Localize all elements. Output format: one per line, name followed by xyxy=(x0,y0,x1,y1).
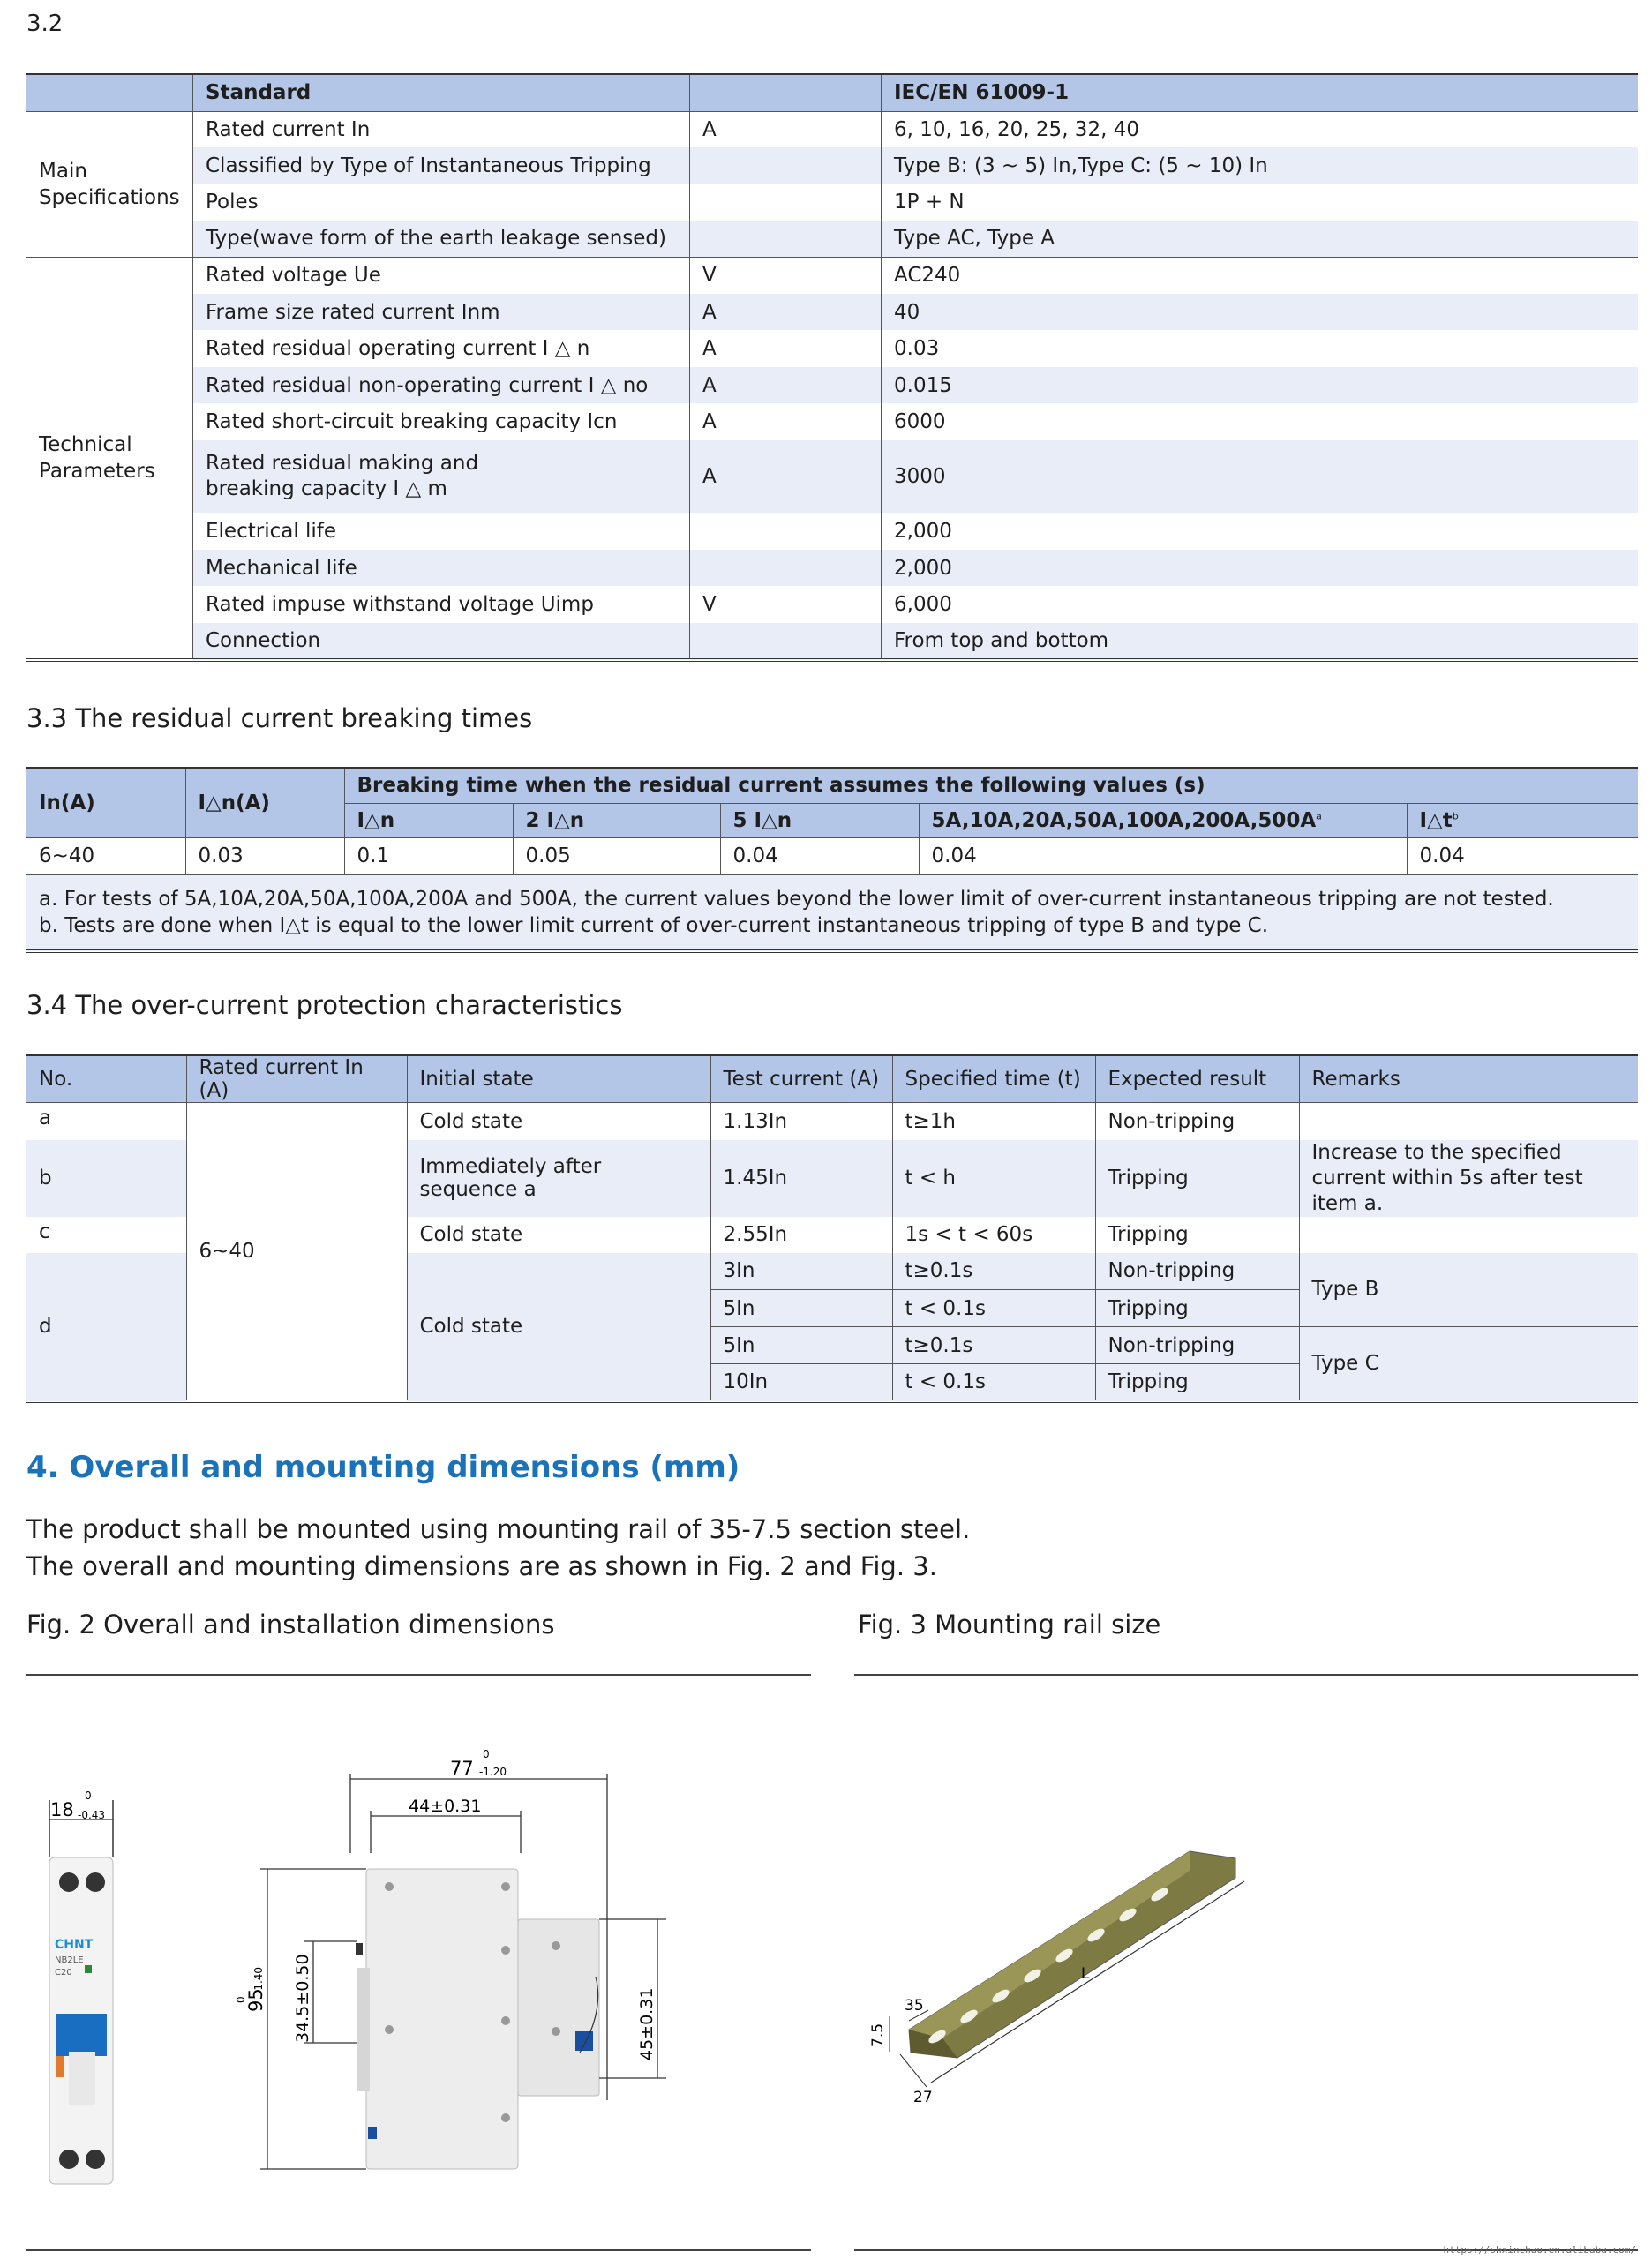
spec-param: Rated impuse withstand voltage Uimp xyxy=(193,586,690,623)
spec-unit: A xyxy=(690,294,882,330)
fig3-top-rule xyxy=(854,1674,1638,1676)
col-header: Rated current In (A) xyxy=(186,1055,407,1103)
table-cell: 6~40 xyxy=(39,844,95,867)
dim-l: L xyxy=(1081,1965,1090,1983)
test-current: 1.13In xyxy=(710,1103,892,1140)
test-current: 10In xyxy=(710,1364,892,1401)
din-rail-drawing xyxy=(865,1835,1253,2127)
dim-95-tol-dn: -1.40 xyxy=(252,1966,265,1994)
section-3-2-heading: 3.2 xyxy=(26,11,64,37)
dim-18-tol-up: 0 xyxy=(85,1790,92,1802)
spec-value: 6000 xyxy=(882,403,1639,440)
brand-logo: CHNT xyxy=(55,1938,94,1952)
spec-value: 2,000 xyxy=(882,513,1639,550)
table-cell: 0.04 xyxy=(919,837,1407,874)
fig2-caption: Fig. 2 Overall and installation dimensions xyxy=(26,1610,555,1640)
col-header: Test current (A) xyxy=(710,1055,892,1103)
specified-time: t≥0.1s xyxy=(892,1327,1095,1364)
group-technical-parameters: Technical Parameters xyxy=(26,257,193,660)
breaking-group-header: Breaking time when the residual current assumes the following values (s) xyxy=(344,768,1638,803)
remarks: Increase to the specified current within 5s after test item a. xyxy=(1299,1140,1638,1217)
col-idn: I△n(A) xyxy=(185,768,344,837)
table-cell: 0.05 xyxy=(513,837,720,874)
sub-header: $I\triangle t^b$ xyxy=(1407,803,1638,837)
sub-header: $5A,10A,20A,50A,100A,200A,500A^a$ xyxy=(919,803,1407,837)
note-a: a. For tests of 5A,10A,20A,50A,100A,200A and 500A, the current values beyond the lower limit of over-current instantaneous tripping are not tested. xyxy=(39,887,1554,911)
spec-param: Rated residual non-operating current I △ no xyxy=(193,367,690,403)
expected-result: Tripping xyxy=(1095,1290,1299,1327)
spec-param: Mechanical life xyxy=(193,550,690,586)
footer-url: https://shxinchao.en.alibaba.com/ xyxy=(1443,2244,1636,2255)
col-header: Expected result xyxy=(1095,1055,1299,1103)
spec-unit xyxy=(690,513,882,550)
remarks xyxy=(1299,1103,1638,1140)
expected-result: Tripping xyxy=(1095,1364,1299,1401)
test-current: 5In xyxy=(710,1327,892,1364)
col-header: Initial state xyxy=(407,1055,710,1103)
dim-77-tol-dn: -1.20 xyxy=(479,1766,507,1778)
spec-unit: A xyxy=(690,403,882,440)
fig2-top-rule xyxy=(26,1674,811,1676)
sub-header: 5 I△n xyxy=(720,803,919,837)
spec-value: Type B: (3 ~ 5) In,Type C: (5 ~ 10) In xyxy=(882,147,1639,184)
spec-value: 6, 10, 16, 20, 25, 32, 40 xyxy=(882,111,1639,147)
specified-time: t < h xyxy=(892,1140,1095,1217)
spec-value: 3000 xyxy=(882,440,1639,513)
dim-35: 35 xyxy=(905,1997,924,2015)
model-label: NB2LE xyxy=(55,1955,84,1965)
table-cell: 0.04 xyxy=(720,837,919,874)
expected-result: Non-tripping xyxy=(1095,1327,1299,1364)
breaker-front-view xyxy=(26,1782,124,2188)
col-in: In(A) xyxy=(39,791,95,814)
dim-27: 27 xyxy=(913,2089,933,2106)
dim-34-5: 34.5±0.50 xyxy=(293,1954,312,2043)
remarks-type-c: Type C xyxy=(1299,1327,1638,1401)
dim-7-5: 7.5 xyxy=(869,2023,887,2047)
spec-header-label: Standard xyxy=(193,74,690,111)
spec-value: 0.03 xyxy=(882,330,1639,367)
fig3-caption: Fig. 3 Mounting rail size xyxy=(858,1610,1161,1640)
col-header: Specified time (t) xyxy=(892,1055,1095,1103)
spec-header-value: IEC/EN 61009-1 xyxy=(882,74,1639,111)
test-current: 3In xyxy=(710,1253,892,1290)
dim-95-tol-up: 0 xyxy=(235,1996,247,2003)
breaking-times-table xyxy=(26,767,1638,953)
table-cell: 0.04 xyxy=(1407,837,1638,874)
test-current: 5In xyxy=(710,1290,892,1327)
row-no: a xyxy=(39,1107,52,1130)
spec-value: 0.015 xyxy=(882,367,1639,403)
spec-value: 1P + N xyxy=(882,184,1639,221)
specified-time: t≥1h xyxy=(892,1103,1095,1140)
sub-header: I△n xyxy=(344,803,513,837)
rated-current-cell: 6~40 xyxy=(186,1103,407,1401)
spec-param: Type(wave form of the earth leakage sensed) xyxy=(193,221,690,257)
expected-result: Tripping xyxy=(1095,1217,1299,1253)
specified-time: t < 0.1s xyxy=(892,1290,1095,1327)
spec-value: From top and bottom xyxy=(882,623,1639,660)
expected-result: Tripping xyxy=(1095,1140,1299,1217)
test-current: 1.45In xyxy=(710,1140,892,1217)
dim-45: 45±0.31 xyxy=(637,1987,657,2060)
paragraph-line-1: The product shall be mounted using mounting rail of 35-7.5 section steel. xyxy=(26,1514,971,1544)
toggle-handle xyxy=(56,2014,107,2056)
spec-param: Rated short-circuit breaking capacity Icn xyxy=(193,403,690,440)
section-3-3-heading: 3.3 The residual current breaking times xyxy=(26,703,533,733)
remarks xyxy=(1299,1217,1638,1253)
dim-18: 18 xyxy=(50,1799,74,1820)
initial-state: Immediately after sequence a xyxy=(407,1140,710,1217)
note-b: b. Tests are done when I△t is equal to the lower limit current of over-current instantaneous tripping of type B and type C. xyxy=(39,913,1269,937)
spec-value: 6,000 xyxy=(882,586,1639,623)
spec-unit: A xyxy=(690,111,882,147)
spec-unit xyxy=(690,623,882,660)
test-button xyxy=(575,2031,593,2051)
specified-time: 1s < t < 60s xyxy=(892,1217,1095,1253)
spec-param: Rated voltage Ue xyxy=(193,257,690,294)
spec-unit: A xyxy=(690,330,882,367)
spec-param: Rated residual operating current I △ n xyxy=(193,330,690,367)
spec-unit xyxy=(690,184,882,221)
overcurrent-table xyxy=(26,1054,1638,1403)
spec-value: Type AC, Type A xyxy=(882,221,1639,257)
spec-param: Rated current In xyxy=(193,111,690,147)
specified-time: t < 0.1s xyxy=(892,1364,1095,1401)
spec-unit xyxy=(690,221,882,257)
col-header: Remarks xyxy=(1299,1055,1638,1103)
expected-result: Non-tripping xyxy=(1095,1103,1299,1140)
spec-value: AC240 xyxy=(882,257,1639,294)
spec-unit: V xyxy=(690,586,882,623)
remarks-type-b: Type B xyxy=(1299,1253,1638,1327)
spec-value: 40 xyxy=(882,294,1639,330)
dim-18-tol-dn: -0.43 xyxy=(78,1809,106,1821)
dim-77: 77 xyxy=(450,1758,474,1779)
initial-state: Cold state xyxy=(407,1253,710,1401)
spec-value: 2,000 xyxy=(882,550,1639,586)
spec-param: Classified by Type of Instantaneous Tripping xyxy=(193,147,690,184)
table-cell: 0.1 xyxy=(344,837,513,874)
spec-param: Connection xyxy=(193,623,690,660)
dim-44: 44±0.31 xyxy=(409,1797,482,1816)
spec-unit: A xyxy=(690,440,882,513)
spec-param: Electrical life xyxy=(193,513,690,550)
group-main-specifications: Main Specifications xyxy=(26,111,193,257)
dim-95: 95 xyxy=(245,1988,267,2012)
row-no: d xyxy=(39,1314,52,1338)
spec-unit xyxy=(690,147,882,184)
initial-state: Cold state xyxy=(407,1103,710,1140)
row-no: b xyxy=(39,1167,52,1190)
specified-time: t≥0.1s xyxy=(892,1253,1095,1290)
rating-label: C20 xyxy=(55,1968,72,1978)
spec-param: Rated residual making and breaking capacity I △ m xyxy=(193,440,690,513)
test-current: 2.55In xyxy=(710,1217,892,1253)
fig2-bottom-rule xyxy=(26,2249,811,2251)
spec-param: Frame size rated current Inm xyxy=(193,294,690,330)
breaker-side-view xyxy=(225,1747,684,2188)
notes xyxy=(26,874,1638,951)
paragraph-line-2: The overall and mounting dimensions are as shown in Fig. 2 and Fig. 3. xyxy=(26,1551,937,1581)
row-no: c xyxy=(39,1220,50,1243)
dim-77-tol-up: 0 xyxy=(483,1748,490,1760)
section-4-heading: 4. Overall and mounting dimensions (mm) xyxy=(26,1450,740,1485)
expected-result: Non-tripping xyxy=(1095,1253,1299,1290)
spec-unit xyxy=(690,550,882,586)
col-header: No. xyxy=(39,1068,73,1091)
spec-param: Poles xyxy=(193,184,690,221)
spec-table xyxy=(26,73,1638,662)
spec-unit: V xyxy=(690,257,882,294)
sub-header: 2 I△n xyxy=(513,803,720,837)
spec-unit: A xyxy=(690,367,882,403)
initial-state: Cold state xyxy=(407,1217,710,1253)
section-3-4-heading: 3.4 The over-current protection characteristics xyxy=(26,990,623,1020)
table-cell: 0.03 xyxy=(185,837,344,874)
